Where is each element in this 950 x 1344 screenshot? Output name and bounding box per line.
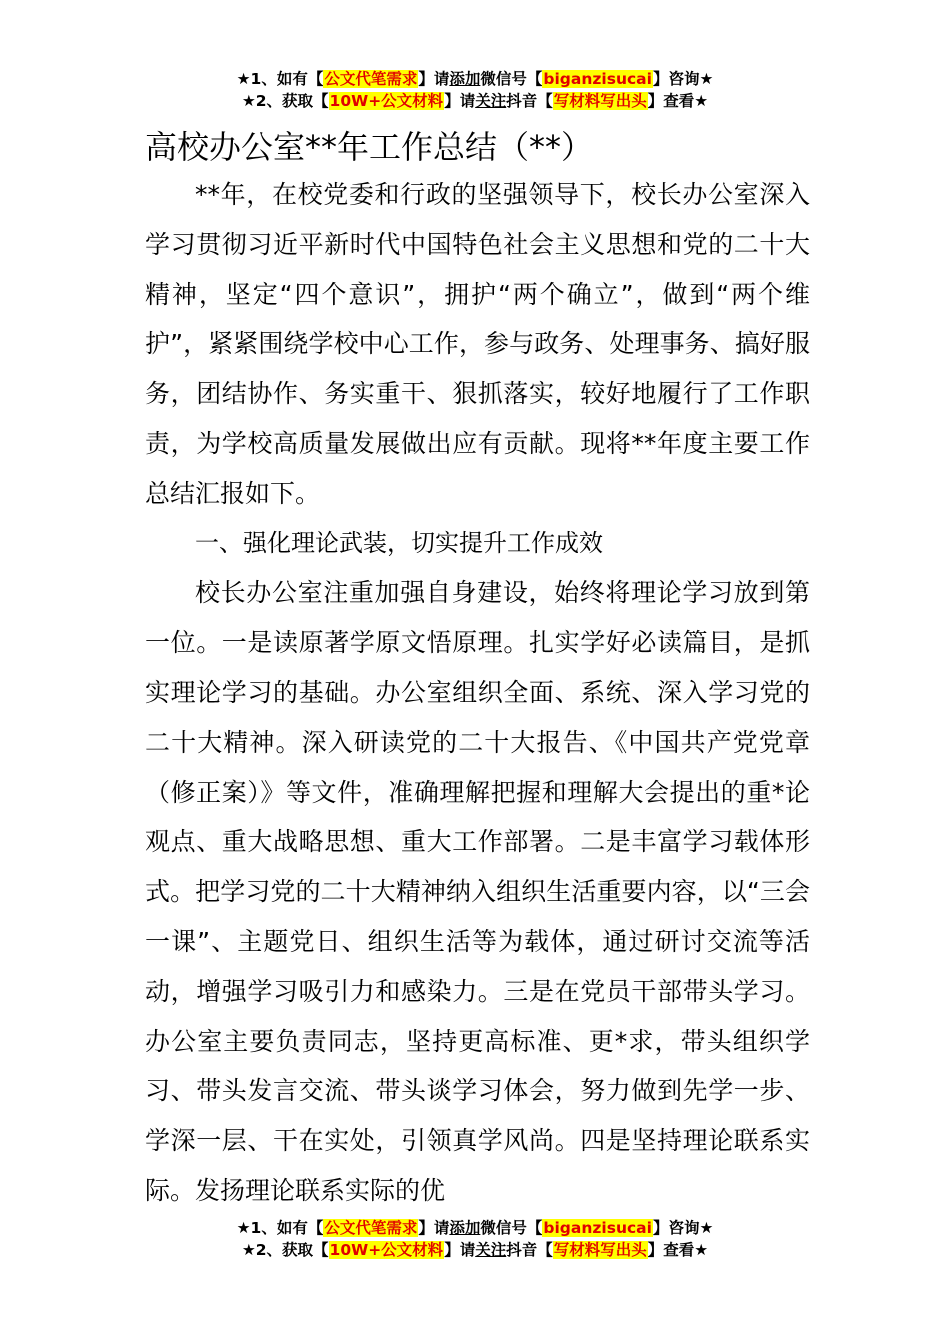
highlight-wechat-id: biganzisucai xyxy=(543,70,652,88)
highlight-service: 公文代笔需求 xyxy=(324,1219,418,1237)
document-body xyxy=(145,124,810,1216)
section-1-paragraph: 校长办公室注重加强自身建设，始终将理论学习放到第一位。一是读原著学原文悟原理。扎实学好必读篇目，是抓实理论学习的基础。办公室组织全面、系统、深入学习党的二十大精神。深入研读党的二十大报告、《中国共产党党章（修正案）》等文件，准确理解把握和理解大会提出的重*论观点、重大战略思想、重大工作部署。二是丰富学习载体形式。把学习党的二十大精神纳入组织生活重要内容，以“三会一课”、主题党日、组织生活等为载体，通过研讨交流等活动，增强学习吸引力和感染力。三是在党员干部带头学习。办公室主要负责同志，坚持更高标准、更*求，带头组织学习、带头发言交流、带头谈学习体会，努力做到先学一步、学深一层、干在实处，引领真学风尚。四是坚持理论联系实际。发扬理论联系实际的优 xyxy=(145,578,810,1205)
intro-paragraph: **年，在校党委和行政的坚强领导下，校长办公室深入学习贯彻习近平新时代中国特色社会主义思想和党的二十大精神，坚定“四个意识”，拥护“两个确立”，做到“两个维护”，紧紧围绕学校中心工作，参与政务、处理事务、搞好服务，团结协作、务实重干、狠抓落实，较好地履行了工作职责，为学校高质量发展做出应有贡献。现将**年度主要工作总结汇报如下。 xyxy=(145,180,810,508)
promo-line-1: ★1、如有【公文代笔需求】请添加微信号【biganzisucai】咨询★ xyxy=(236,70,714,88)
promo-banner-top xyxy=(0,68,950,112)
highlight-materials: 10W+公文材料 xyxy=(329,1241,444,1259)
promo-line-2: ★2、获取【10W+公文材料】请关注抖音【写材料写出头】查看★ xyxy=(241,1241,709,1259)
highlight-douyin: 写材料写出头 xyxy=(553,1241,647,1259)
highlight-materials: 10W+公文材料 xyxy=(329,92,444,110)
promo-line-1: ★1、如有【公文代笔需求】请添加微信号【biganzisucai】咨询★ xyxy=(236,1219,714,1237)
highlight-wechat-id: biganzisucai xyxy=(543,1219,652,1237)
highlight-service: 公文代笔需求 xyxy=(324,70,418,88)
section-heading-1: 一、强化理论武装，切实提升工作成效 xyxy=(195,528,603,557)
promo-line-2: ★2、获取【10W+公文材料】请关注抖音【写材料写出头】查看★ xyxy=(241,92,709,110)
highlight-douyin: 写材料写出头 xyxy=(553,92,647,110)
document-title: 高校办公室**年工作总结（**） xyxy=(145,128,594,166)
promo-banner-bottom xyxy=(0,1217,950,1261)
